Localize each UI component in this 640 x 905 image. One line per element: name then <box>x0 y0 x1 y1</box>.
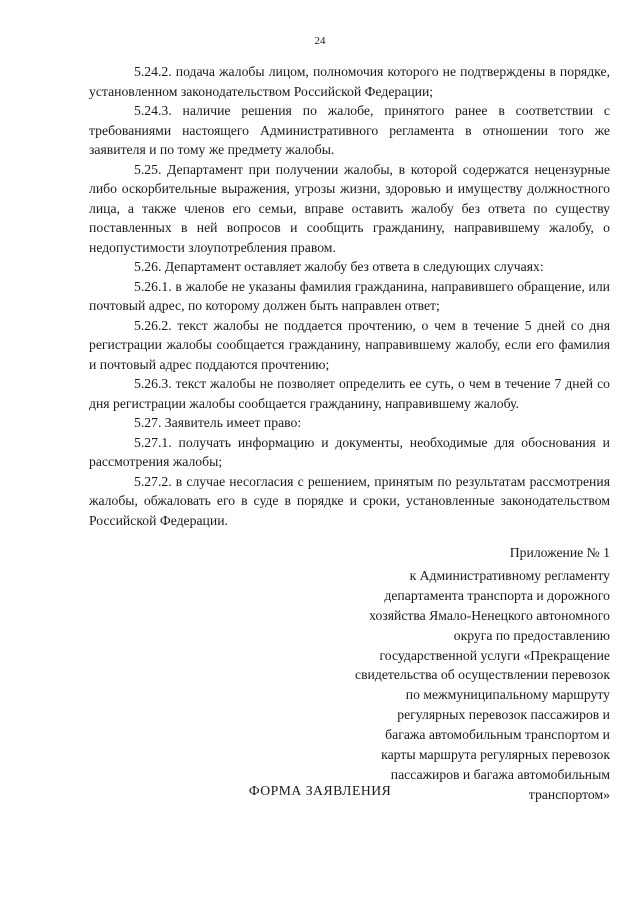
form-title: ФОРМА ЗАЯВЛЕНИЯ <box>248 783 392 798</box>
paragraph-5-27-1: 5.27.1. получать информацию и документы, необходимые для обоснования и рассмотрения жалобы; <box>89 434 610 469</box>
paragraph-5-27: 5.27. Заявитель имеет право: <box>134 415 302 430</box>
appendix-line: к Административному регламенту <box>409 567 610 583</box>
appendix-line: транспортом» <box>528 786 610 802</box>
appendix-line: государственной услуги «Прекращение <box>379 647 610 663</box>
appendix-title: Приложение № 1 <box>509 545 610 560</box>
appendix-line: регулярных перевозок пассажиров и <box>397 707 610 723</box>
paragraph-5-26-2: 5.26.2. текст жалобы не поддается прочтению, о чем в течение 5 дней со дня регистрации жалобы сообщается гражданину, направившему жалобу, если его фамилия и почтовый адрес поддаются прочтению; <box>89 317 610 372</box>
paragraph-5-26: 5.26. Департамент оставляет жалобу без ответа в следующих случаях: <box>134 259 544 274</box>
appendix-line: по межмуниципальному маршруту <box>405 687 610 703</box>
paragraph-5-25: 5.25. Департамент при получении жалобы, в которой содержатся нецензурные либо оскорбительные выражения, угрозы жизни, здоровью и имуществу должностного лица, а также членов его семьи, вправе оставить жалобу без ответа по существу поставленных в ней вопросов и сообщить гражданину, направившему жалобу, о недопустимости злоупотребления правом. <box>89 161 610 255</box>
paragraph-5-24-2: 5.24.2. подача жалобы лицом, полномочия которого не подтверждены в порядке, установленном законодательством Российской Федерации; <box>89 64 610 99</box>
appendix-line: хозяйства Ямало-Ненецкого автономного <box>369 607 610 623</box>
appendix-line: округа по предоставлению <box>453 627 610 643</box>
paragraph-5-26-1: 5.26.1. в жалобе не указаны фамилия гражданина, направившего обращение, или почтовый адрес, по которому должен быть направлен ответ; <box>89 278 610 313</box>
appendix-line: карты маршрута регулярных перевозок <box>381 747 610 763</box>
regulation-body-text <box>89 62 610 530</box>
appendix-line: свидетельства об осуществлении перевозок <box>355 667 610 683</box>
appendix-header <box>290 543 610 805</box>
paragraph-5-24-3: 5.24.3. наличие решения по жалобе, принятого ранее в соответствии с требованиями настоящего Административного регламента в отношении того же заявителя и по тому же предмету жалобы. <box>89 103 610 157</box>
page-number: 24 <box>314 35 326 47</box>
appendix-line: департамента транспорта и дорожного <box>384 587 610 603</box>
paragraph-5-26-3: 5.26.3. текст жалобы не позволяет определить ее суть, о чем в течение 7 дней со дня регистрации жалобы сообщается гражданину, направившему жалобу. <box>89 376 610 411</box>
appendix-line: багажа автомобильным транспортом и <box>385 727 610 743</box>
appendix-line: пассажиров и багажа автомобильным <box>390 766 610 782</box>
paragraph-5-27-2: 5.27.2. в случае несогласия с решением, принятым по результатам рассмотрения жалобы, обжаловать его в суде в порядке и сроки, установленные законодательством Российской Федерации. <box>89 473 610 528</box>
